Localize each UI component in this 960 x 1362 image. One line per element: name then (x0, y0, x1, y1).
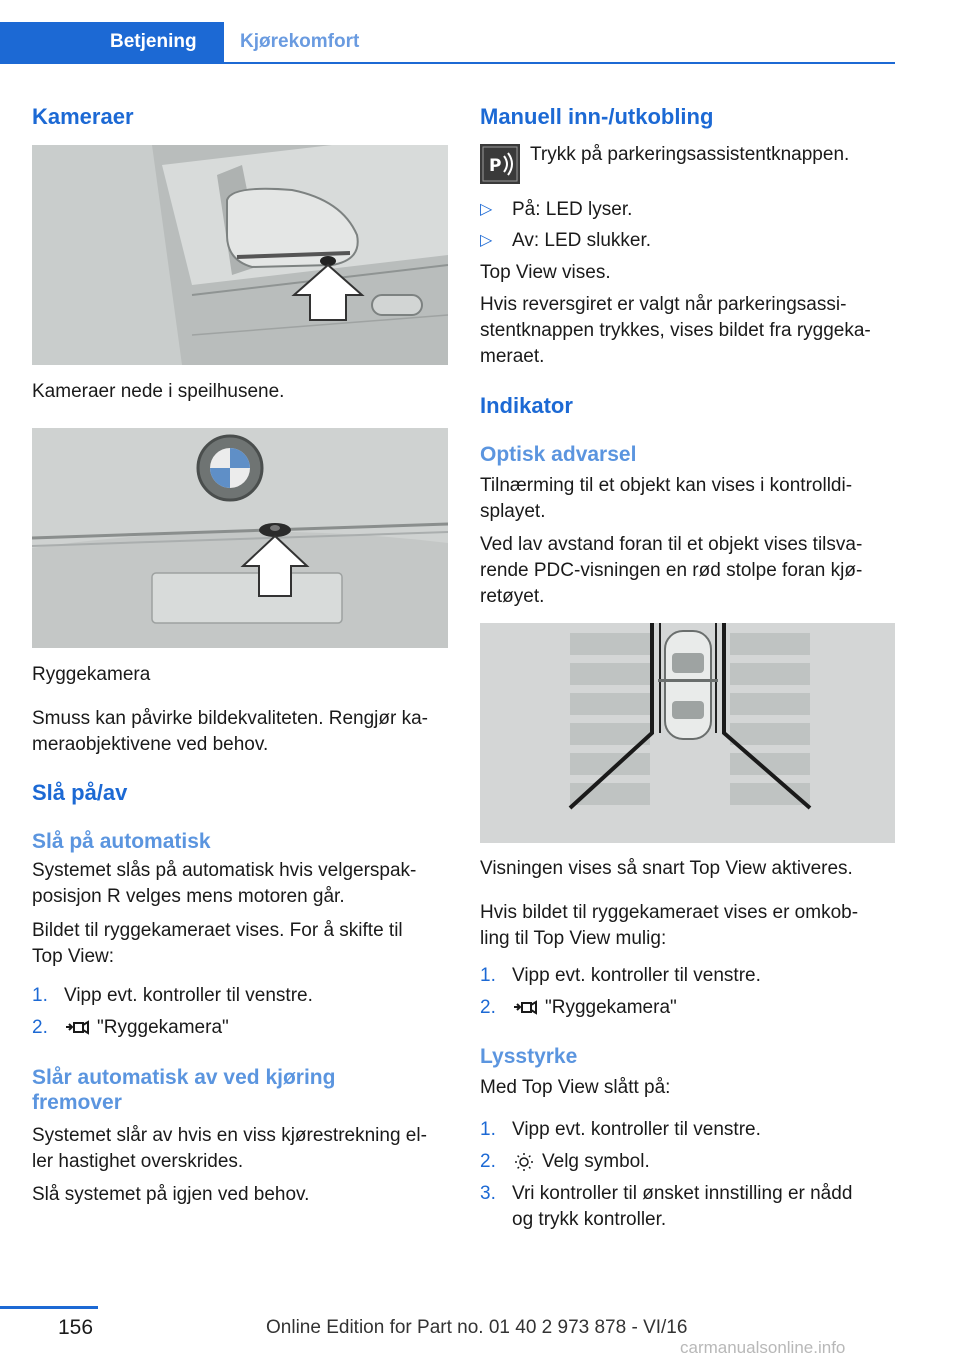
right-step-1-text: Vipp evt. kontroller til venstre. (512, 965, 761, 986)
section-title-onoff: Slå på/av (32, 780, 128, 805)
brightness-step-1-text: Vipp evt. kontroller til venstre. (512, 1119, 761, 1140)
auto-on-paragraph (32, 858, 452, 910)
brightness-step-3-continued: og trykk kontroller. (512, 1209, 667, 1230)
image-line-2: Top View: (32, 946, 115, 967)
auto-off-title-line-2: fremover (32, 1091, 122, 1114)
dirt-line-1: Smuss kan påvirke bildekvaliteten. Rengjør ka- (32, 708, 429, 729)
rear-camera-illustration (32, 428, 448, 648)
view-caption-text: Visningen vises så snart Top View aktiveres. (480, 858, 853, 879)
edition-text: Online Edition for Part no. 01 40 2 973 878 - VI/16 (266, 1317, 688, 1338)
brightness-intro-text: Med Top View slått på: (480, 1077, 671, 1098)
switch-paragraph (480, 900, 900, 952)
bullet-led-on-text: På: LED lyser. (512, 199, 633, 220)
image-line-1: Bildet til ryggekameraet vises. For å skifte til (32, 920, 403, 941)
approach-line-1: Tilnærming til et objekt kan vises i kontrolldi- (480, 475, 853, 496)
image-paragraph (32, 918, 452, 970)
watermark-text: carmanualsonline.info (680, 1338, 846, 1357)
distance-line-3: retøyet. (480, 586, 545, 607)
distance-line-1: Ved lav avstand foran til et objekt vises tilsva- (480, 534, 863, 555)
switch-on-again-text: Slå systemet på igjen ved behov. (32, 1184, 310, 1205)
subtitle-auto-on: Slå på automatisk (32, 830, 211, 853)
left-step-2-number: 2. (32, 1017, 48, 1038)
svg-text:P: P (489, 156, 502, 176)
brightness-step-2-text: Velg symbol. (542, 1151, 650, 1172)
section-title-indicator: Indikator (480, 393, 573, 418)
mirror-camera-photo (32, 145, 448, 365)
dirt-line-2: meraobjektivene ved behov. (32, 734, 269, 755)
brightness-sun-icon (514, 1152, 534, 1180)
bullet-triangle-icon: ▷ (480, 232, 493, 249)
left-step-1-text: Vipp evt. kontroller til venstre. (64, 985, 313, 1006)
switch-line-2: ling til Top View mulig: (480, 928, 667, 949)
section-title-kameraer: Kameraer (32, 104, 134, 129)
reverse-line-1: Hvis reversgiret er valgt når parkeringsassi- (480, 294, 847, 315)
auto-on-line-2: posisjon R velges mens motoren går. (32, 886, 345, 907)
park-assist-button-icon (480, 144, 520, 184)
brightness-step-2-number: 2. (480, 1151, 496, 1172)
tab-betjening-label: Betjening (110, 31, 197, 52)
top-view-display-image (480, 623, 895, 843)
right-step-2-text: "Ryggekamera" (545, 997, 677, 1018)
dirt-paragraph (32, 706, 452, 758)
auto-off-title-line-1: Slår automatisk av ved kjøring (32, 1066, 336, 1089)
subtitle-brightness: Lysstyrke (480, 1045, 578, 1068)
tab-betjening[interactable] (0, 22, 224, 62)
subtitle-auto-off (32, 1065, 335, 1115)
footer-accent-line (0, 1306, 98, 1309)
subtitle-optical: Optisk advarsel (480, 443, 637, 466)
rear-camera-icon (513, 998, 537, 1026)
bullet-triangle-icon: ▷ (480, 201, 493, 218)
reverse-paragraph (480, 292, 900, 370)
reverse-line-3: meraet. (480, 346, 545, 367)
distance-paragraph (480, 532, 900, 610)
auto-on-line-1: Systemet slås på automatisk hvis velgerspak- (32, 860, 417, 881)
top-view-shown-text: Top View vises. (480, 262, 611, 283)
header-tab-bar (0, 22, 895, 64)
auto-off-paragraph (32, 1123, 452, 1175)
bullet-led-off-text: Av: LED slukker. (512, 230, 652, 251)
brightness-step-3-number: 3. (480, 1183, 496, 1204)
rear-camera-photo (32, 428, 448, 648)
right-step-1-number: 1. (480, 965, 496, 986)
left-step-2-text: "Ryggekamera" (97, 1017, 229, 1038)
press-button-text: Trykk på parkeringsassistentknappen. (530, 144, 850, 165)
caption-mirror-cameras: Kameraer nede i speilhusene. (32, 381, 285, 402)
tab-kjorekomfort[interactable]: Kjørekomfort (240, 31, 360, 52)
switch-line-1: Hvis bildet til ryggekameraet vises er omkob- (480, 902, 859, 923)
section-title-manual: Manuell inn-/utkobling (480, 104, 714, 129)
distance-line-2: rende PDC-visningen en rød stolpe foran kjø- (480, 560, 863, 581)
caption-rear-camera: Ryggekamera (32, 664, 151, 685)
mirror-camera-illustration (32, 145, 448, 365)
brightness-step-3-text: Vri kontroller til ønsket innstilling er nådd (512, 1183, 853, 1204)
left-step-1-number: 1. (32, 985, 48, 1006)
auto-off-line-2: ler hastighet overskrides. (32, 1151, 244, 1172)
brightness-step-1-number: 1. (480, 1119, 496, 1140)
top-view-illustration (480, 623, 895, 843)
rear-camera-icon (65, 1018, 89, 1046)
reverse-line-2: stentknappen trykkes, vises bildet fra ryggeka- (480, 320, 871, 341)
right-step-2-number: 2. (480, 997, 496, 1018)
page-number: 156 (58, 1316, 94, 1339)
auto-off-line-1: Systemet slår av hvis en viss kjørestrekning el- (32, 1125, 427, 1146)
approach-paragraph (480, 473, 900, 525)
approach-line-2: splayet. (480, 501, 546, 522)
